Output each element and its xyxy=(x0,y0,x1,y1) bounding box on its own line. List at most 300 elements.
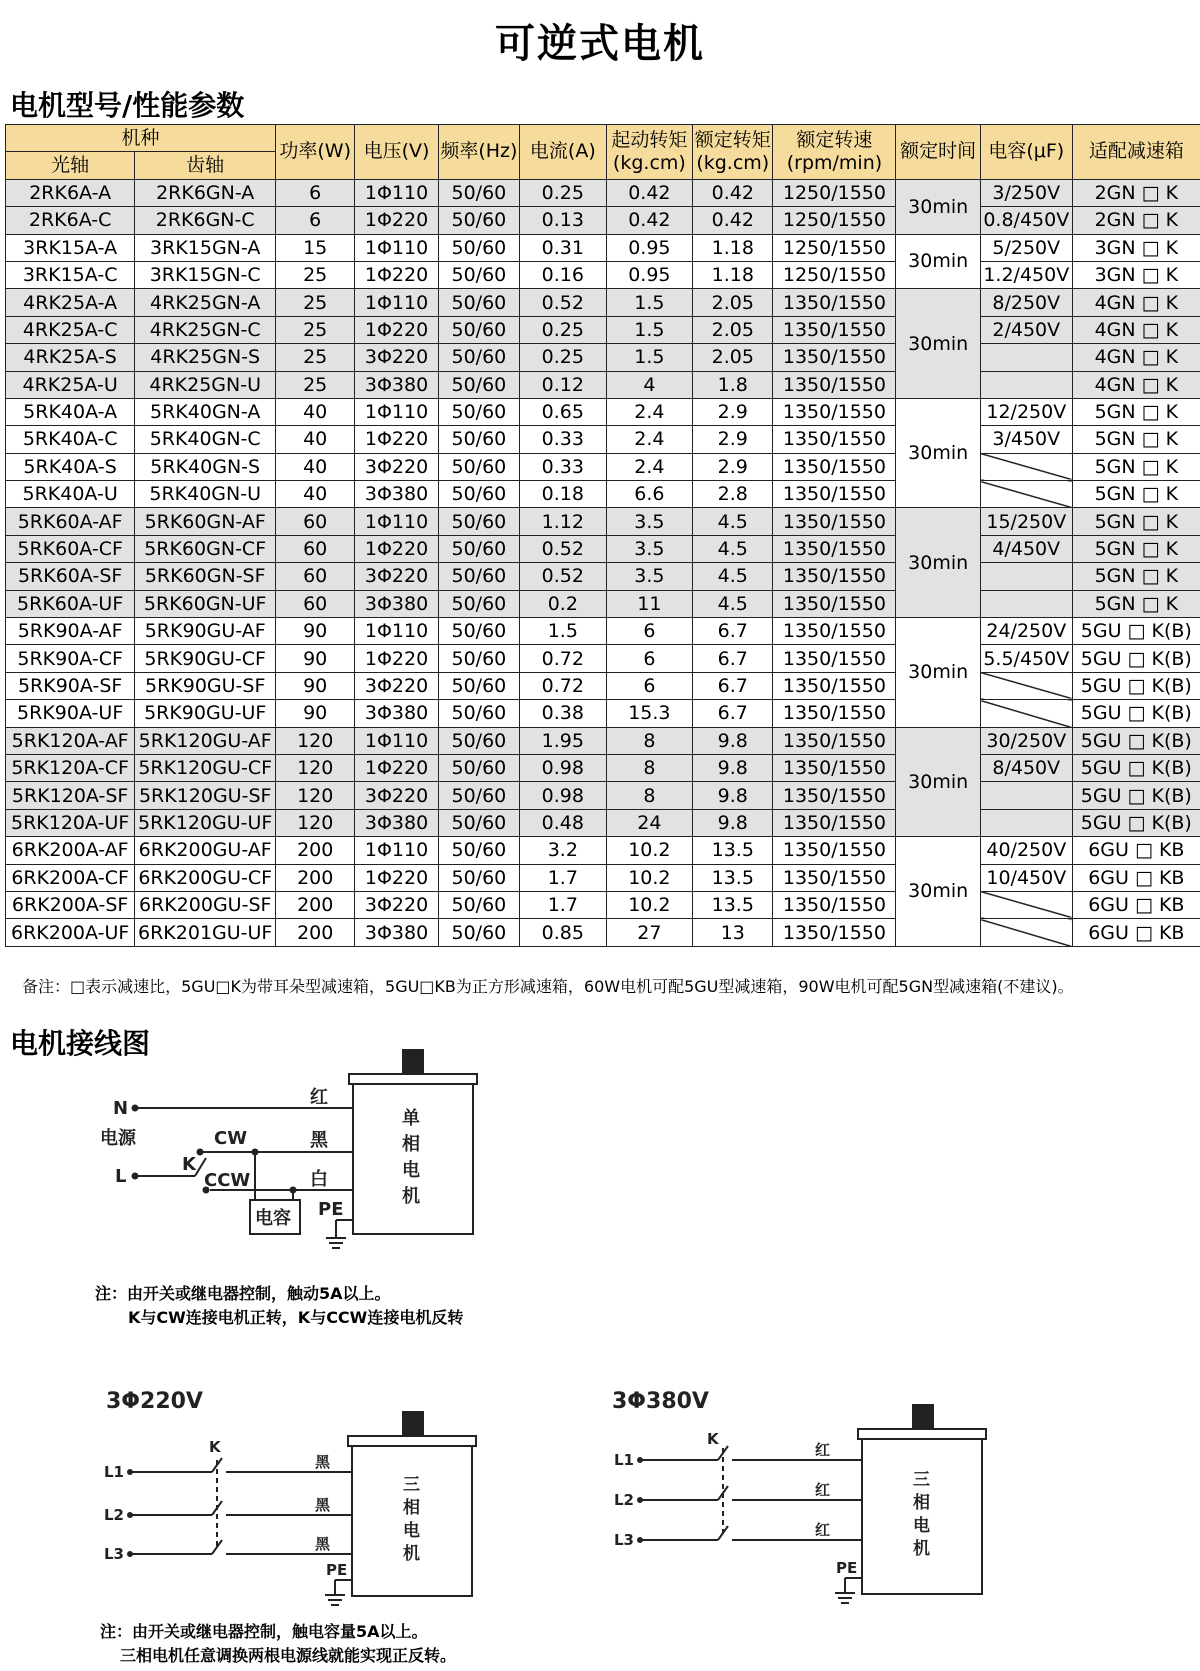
cell-gear-shaft: 4RK25GN-S xyxy=(135,344,276,371)
table-row xyxy=(6,590,1200,617)
cell-start-torque: 0.42 xyxy=(606,207,693,234)
cell-capacitor: 5.5/450V xyxy=(980,645,1072,672)
cell-rated-torque: 4.5 xyxy=(693,590,773,617)
cell-rated-time: 30min xyxy=(896,398,980,508)
cell-gear-shaft: 4RK25GN-A xyxy=(135,289,276,316)
table-row xyxy=(6,261,1200,288)
cell-plain-shaft: 4RK25A-A xyxy=(6,289,135,316)
cell-frequency: 50/60 xyxy=(438,563,519,590)
cell-rated-speed: 1350/1550 xyxy=(773,508,896,535)
cell-gearbox: 3GN □ K xyxy=(1072,261,1200,288)
cell-frequency: 50/60 xyxy=(438,398,519,425)
cell-voltage: 3Φ380 xyxy=(355,809,438,836)
cell-voltage: 1Φ220 xyxy=(355,754,438,781)
cell-voltage: 1Φ220 xyxy=(355,864,438,891)
cell-rated-torque: 0.42 xyxy=(693,207,773,234)
cell-power: 40 xyxy=(276,453,355,480)
cell-start-torque: 10.2 xyxy=(606,837,693,864)
label-cw: CW xyxy=(214,1128,248,1149)
cell-power: 90 xyxy=(276,672,355,699)
cell-frequency: 50/60 xyxy=(438,481,519,508)
cell-rated-torque: 13 xyxy=(693,919,773,946)
cell-rated-speed: 1350/1550 xyxy=(773,453,896,480)
cell-capacitor xyxy=(980,919,1072,946)
cell-gearbox: 2GN □ K xyxy=(1072,179,1200,206)
cell-power: 120 xyxy=(276,727,355,754)
cell-capacitor: 24/250V xyxy=(980,618,1072,645)
label-220-k: K xyxy=(209,1438,221,1456)
cell-frequency: 50/60 xyxy=(438,590,519,617)
motor-380-char-2: 相 xyxy=(913,1493,930,1513)
cell-gearbox: 5GN □ K xyxy=(1072,535,1200,562)
cell-rated-speed: 1350/1550 xyxy=(773,535,896,562)
cell-current: 0.13 xyxy=(520,207,607,234)
cell-capacitor xyxy=(980,563,1072,590)
cell-voltage: 1Φ110 xyxy=(355,508,438,535)
label-380-k: K xyxy=(707,1430,719,1448)
table-row xyxy=(6,754,1200,781)
cell-rated-speed: 1250/1550 xyxy=(773,207,896,234)
cell-frequency: 50/60 xyxy=(438,535,519,562)
cell-power: 200 xyxy=(276,864,355,891)
cell-gear-shaft: 5RK90GU-UF xyxy=(135,700,276,727)
table-row xyxy=(6,535,1200,562)
cell-capacitor: 8/250V xyxy=(980,289,1072,316)
cell-rated-speed: 1350/1550 xyxy=(773,344,896,371)
cell-plain-shaft: 5RK40A-U xyxy=(6,481,135,508)
cell-plain-shaft: 5RK60A-AF xyxy=(6,508,135,535)
cell-gear-shaft: 6RK200GU-SF xyxy=(135,891,276,918)
cell-power: 25 xyxy=(276,344,355,371)
label-380-l1: L1 xyxy=(614,1451,634,1469)
cell-rated-torque: 2.8 xyxy=(693,481,773,508)
cell-frequency: 50/60 xyxy=(438,508,519,535)
label-220-l1: L1 xyxy=(104,1463,124,1481)
cell-rated-speed: 1350/1550 xyxy=(773,645,896,672)
cell-plain-shaft: 5RK90A-AF xyxy=(6,618,135,645)
cell-rated-speed: 1350/1550 xyxy=(773,919,896,946)
label-pe: PE xyxy=(318,1199,344,1220)
cell-current: 1.7 xyxy=(520,864,607,891)
cell-capacitor: 3/450V xyxy=(980,426,1072,453)
cell-voltage: 3Φ220 xyxy=(355,344,438,371)
wire-label-red: 红 xyxy=(310,1087,328,1108)
table-row xyxy=(6,727,1200,754)
header-capacitor: 电容(μF) xyxy=(980,125,1072,180)
cell-rated-torque: 4.5 xyxy=(693,508,773,535)
label-capacitor: 电容 xyxy=(255,1208,291,1229)
cell-gearbox: 6GU □ KB xyxy=(1072,919,1200,946)
cell-current: 0.25 xyxy=(520,316,607,343)
cell-capacitor xyxy=(980,344,1072,371)
cell-capacitor: 12/250V xyxy=(980,398,1072,425)
cell-rated-torque: 2.9 xyxy=(693,398,773,425)
cell-gearbox: 4GN □ K xyxy=(1072,344,1200,371)
cell-voltage: 3Φ380 xyxy=(355,371,438,398)
wire-220-3: 黑 xyxy=(315,1535,331,1553)
cell-voltage: 3Φ220 xyxy=(355,891,438,918)
cell-gear-shaft: 5RK120GU-AF xyxy=(135,727,276,754)
header-gearbox: 适配减速箱 xyxy=(1072,125,1200,180)
motor-220-char-4: 机 xyxy=(403,1544,420,1564)
cell-gear-shaft: 5RK40GN-C xyxy=(135,426,276,453)
cell-voltage: 1Φ110 xyxy=(355,727,438,754)
motor-380-char-4: 机 xyxy=(913,1539,930,1559)
header-gear-shaft: 齿轴 xyxy=(135,152,276,179)
table-row xyxy=(6,919,1200,946)
cell-frequency: 50/60 xyxy=(438,782,519,809)
cell-voltage: 3Φ380 xyxy=(355,919,438,946)
cell-power: 40 xyxy=(276,426,355,453)
cell-voltage: 1Φ220 xyxy=(355,645,438,672)
cell-power: 60 xyxy=(276,535,355,562)
cell-start-torque: 2.4 xyxy=(606,426,693,453)
cell-frequency: 50/60 xyxy=(438,727,519,754)
cell-power: 200 xyxy=(276,919,355,946)
cell-plain-shaft: 5RK90A-CF xyxy=(6,645,135,672)
table-row xyxy=(6,453,1200,480)
cell-rated-speed: 1350/1550 xyxy=(773,754,896,781)
cell-rated-speed: 1350/1550 xyxy=(773,782,896,809)
cell-start-torque: 6 xyxy=(606,672,693,699)
table-row xyxy=(6,645,1200,672)
header-rated-time: 额定时间 xyxy=(896,125,980,180)
cell-plain-shaft: 4RK25A-S xyxy=(6,344,135,371)
diagram-380v-title: 3Φ380V xyxy=(612,1389,709,1414)
cell-power: 90 xyxy=(276,645,355,672)
cell-capacitor xyxy=(980,700,1072,727)
cell-gearbox: 5GN □ K xyxy=(1072,481,1200,508)
cell-gearbox: 3GN □ K xyxy=(1072,234,1200,261)
cell-plain-shaft: 5RK90A-SF xyxy=(6,672,135,699)
table-row xyxy=(6,344,1200,371)
cell-frequency: 50/60 xyxy=(438,344,519,371)
table-row xyxy=(6,398,1200,425)
table-row xyxy=(6,426,1200,453)
cell-voltage: 3Φ380 xyxy=(355,700,438,727)
cell-rated-speed: 1350/1550 xyxy=(773,371,896,398)
cell-rated-speed: 1350/1550 xyxy=(773,316,896,343)
cell-current: 0.25 xyxy=(520,179,607,206)
cell-plain-shaft: 6RK200A-CF xyxy=(6,864,135,891)
cell-rated-time: 30min xyxy=(896,837,980,947)
cell-rated-speed: 1350/1550 xyxy=(773,563,896,590)
cell-rated-torque: 13.5 xyxy=(693,837,773,864)
label-n: N xyxy=(113,1098,129,1119)
table-row xyxy=(6,371,1200,398)
cell-voltage: 1Φ220 xyxy=(355,261,438,288)
cell-plain-shaft: 3RK15A-A xyxy=(6,234,135,261)
cell-power: 6 xyxy=(276,207,355,234)
cell-gearbox: 5GN □ K xyxy=(1072,590,1200,617)
single-phase-note-2: K与CW连接电机正转，K与CCW连接电机反转 xyxy=(128,1308,464,1327)
cell-gearbox: 4GN □ K xyxy=(1072,316,1200,343)
motor-380-char-3: 电 xyxy=(913,1516,930,1536)
cell-gear-shaft: 5RK40GN-A xyxy=(135,398,276,425)
wire-label-white: 白 xyxy=(310,1169,328,1190)
cell-start-torque: 27 xyxy=(606,919,693,946)
cell-gearbox: 5GU □ K(B) xyxy=(1072,809,1200,836)
cell-rated-speed: 1350/1550 xyxy=(773,809,896,836)
cell-rated-time: 30min xyxy=(896,234,980,289)
single-phase-note-1: 注：由开关或继电器控制，触动5A以上。 xyxy=(95,1284,391,1303)
motor-220-char-3: 电 xyxy=(403,1521,420,1541)
cell-gear-shaft: 4RK25GN-U xyxy=(135,371,276,398)
cell-plain-shaft: 5RK40A-A xyxy=(6,398,135,425)
header-rated-speed: 额定转速 (rpm/min) xyxy=(773,125,896,180)
cell-frequency: 50/60 xyxy=(438,261,519,288)
table-row xyxy=(6,618,1200,645)
cell-power: 15 xyxy=(276,234,355,261)
table-row xyxy=(6,508,1200,535)
cell-frequency: 50/60 xyxy=(438,179,519,206)
cell-capacitor: 0.8/450V xyxy=(980,207,1072,234)
cell-frequency: 50/60 xyxy=(438,645,519,672)
wire-380-2: 红 xyxy=(815,1481,831,1499)
wire-380-3: 红 xyxy=(815,1521,831,1539)
cell-start-torque: 8 xyxy=(606,754,693,781)
cell-start-torque: 10.2 xyxy=(606,891,693,918)
cell-plain-shaft: 5RK120A-CF xyxy=(6,754,135,781)
cell-rated-speed: 1250/1550 xyxy=(773,261,896,288)
table-row xyxy=(6,289,1200,316)
cell-frequency: 50/60 xyxy=(438,700,519,727)
cell-plain-shaft: 5RK90A-UF xyxy=(6,700,135,727)
cell-voltage: 1Φ110 xyxy=(355,179,438,206)
motor-label-char-3: 电 xyxy=(402,1160,420,1181)
cell-gearbox: 5GU □ K(B) xyxy=(1072,782,1200,809)
cell-rated-speed: 1250/1550 xyxy=(773,234,896,261)
cell-capacitor xyxy=(980,371,1072,398)
cell-gear-shaft: 5RK90GU-CF xyxy=(135,645,276,672)
cell-capacitor: 4/450V xyxy=(980,535,1072,562)
cell-rated-torque: 0.42 xyxy=(693,179,773,206)
cell-gearbox: 4GN □ K xyxy=(1072,289,1200,316)
motor-label-char-4: 机 xyxy=(402,1186,420,1207)
cell-rated-speed: 1350/1550 xyxy=(773,398,896,425)
cell-rated-speed: 1350/1550 xyxy=(773,426,896,453)
cell-current: 0.2 xyxy=(520,590,607,617)
page-title: 可逆式电机 xyxy=(495,21,705,67)
cell-rated-time: 30min xyxy=(896,727,980,837)
cell-voltage: 3Φ220 xyxy=(355,563,438,590)
cell-capacitor: 5/250V xyxy=(980,234,1072,261)
label-k: K xyxy=(182,1154,196,1175)
cell-plain-shaft: 5RK40A-S xyxy=(6,453,135,480)
cell-power: 120 xyxy=(276,754,355,781)
label-380-l2: L2 xyxy=(614,1491,634,1509)
cell-rated-speed: 1350/1550 xyxy=(773,700,896,727)
cell-current: 0.33 xyxy=(520,426,607,453)
cell-capacitor: 10/450V xyxy=(980,864,1072,891)
three-phase-note-2: 三相电机任意调换两根电源线就能实现正反转。 xyxy=(120,1646,457,1665)
cell-frequency: 50/60 xyxy=(438,426,519,453)
cell-start-torque: 10.2 xyxy=(606,864,693,891)
label-380-pe: PE xyxy=(836,1559,858,1577)
cell-rated-time: 30min xyxy=(896,289,980,399)
cell-current: 0.72 xyxy=(520,645,607,672)
table-row xyxy=(6,234,1200,261)
table-row xyxy=(6,891,1200,918)
cell-start-torque: 15.3 xyxy=(606,700,693,727)
cell-frequency: 50/60 xyxy=(438,809,519,836)
cell-current: 0.48 xyxy=(520,809,607,836)
cell-gearbox: 5GU □ K(B) xyxy=(1072,754,1200,781)
cell-start-torque: 1.5 xyxy=(606,316,693,343)
cell-rated-speed: 1350/1550 xyxy=(773,672,896,699)
cell-voltage: 3Φ380 xyxy=(355,481,438,508)
cell-power: 60 xyxy=(276,590,355,617)
cell-rated-torque: 6.7 xyxy=(693,700,773,727)
cell-start-torque: 4 xyxy=(606,371,693,398)
cell-rated-torque: 6.7 xyxy=(693,672,773,699)
cell-gear-shaft: 2RK6GN-C xyxy=(135,207,276,234)
label-380-l3: L3 xyxy=(614,1531,634,1549)
cell-capacitor: 40/250V xyxy=(980,837,1072,864)
cell-current: 3.2 xyxy=(520,837,607,864)
cell-gearbox: 2GN □ K xyxy=(1072,207,1200,234)
header-current: 电流(A) xyxy=(520,125,607,180)
cell-voltage: 3Φ380 xyxy=(355,590,438,617)
cell-rated-speed: 1350/1550 xyxy=(773,727,896,754)
table-row xyxy=(6,864,1200,891)
cell-capacitor: 1.2/450V xyxy=(980,261,1072,288)
cell-rated-torque: 4.5 xyxy=(693,535,773,562)
cell-gearbox: 5GU □ K(B) xyxy=(1072,618,1200,645)
cell-start-torque: 2.4 xyxy=(606,398,693,425)
cell-current: 0.98 xyxy=(520,782,607,809)
header-start-torque: 起动转矩 (kg.cm) xyxy=(606,125,693,180)
cell-start-torque: 2.4 xyxy=(606,453,693,480)
cell-voltage: 1Φ220 xyxy=(355,426,438,453)
cell-start-torque: 0.95 xyxy=(606,261,693,288)
cell-capacitor xyxy=(980,453,1072,480)
header-voltage: 电压(V) xyxy=(355,125,438,180)
motor-220-char-2: 相 xyxy=(403,1498,420,1518)
cell-start-torque: 24 xyxy=(606,809,693,836)
label-220-l2: L2 xyxy=(104,1506,124,1524)
cell-gear-shaft: 3RK15GN-C xyxy=(135,261,276,288)
cell-rated-speed: 1350/1550 xyxy=(773,590,896,617)
cell-current: 0.33 xyxy=(520,453,607,480)
cell-gearbox: 6GU □ KB xyxy=(1072,891,1200,918)
cell-frequency: 50/60 xyxy=(438,289,519,316)
cell-capacitor: 8/450V xyxy=(980,754,1072,781)
table-row xyxy=(6,672,1200,699)
cell-gearbox: 5GU □ K(B) xyxy=(1072,672,1200,699)
cell-start-torque: 3.5 xyxy=(606,508,693,535)
motor-380-char-1: 三 xyxy=(913,1470,930,1490)
cell-voltage: 1Φ110 xyxy=(355,398,438,425)
cell-voltage: 1Φ220 xyxy=(355,207,438,234)
cell-power: 90 xyxy=(276,700,355,727)
cell-frequency: 50/60 xyxy=(438,754,519,781)
cell-rated-torque: 1.8 xyxy=(693,371,773,398)
motor-label-char-2: 相 xyxy=(402,1134,420,1155)
cell-start-torque: 0.95 xyxy=(606,234,693,261)
cell-rated-torque: 13.5 xyxy=(693,891,773,918)
diagram-220v-title: 3Φ220V xyxy=(106,1389,203,1414)
label-220-l3: L3 xyxy=(104,1545,124,1563)
cell-start-torque: 0.42 xyxy=(606,179,693,206)
cell-frequency: 50/60 xyxy=(438,864,519,891)
cell-power: 25 xyxy=(276,316,355,343)
cell-gearbox: 6GU □ KB xyxy=(1072,837,1200,864)
cell-current: 1.12 xyxy=(520,508,607,535)
cell-voltage: 3Φ220 xyxy=(355,782,438,809)
cell-current: 0.65 xyxy=(520,398,607,425)
cell-current: 0.16 xyxy=(520,261,607,288)
cell-start-torque: 3.5 xyxy=(606,563,693,590)
cell-gear-shaft: 6RK200GU-CF xyxy=(135,864,276,891)
cell-capacitor xyxy=(980,672,1072,699)
table-row xyxy=(6,809,1200,836)
cell-gear-shaft: 5RK90GU-SF xyxy=(135,672,276,699)
cell-power: 60 xyxy=(276,508,355,535)
cell-plain-shaft: 4RK25A-C xyxy=(6,316,135,343)
cell-gear-shaft: 5RK120GU-CF xyxy=(135,754,276,781)
cell-current: 1.95 xyxy=(520,727,607,754)
table-row xyxy=(6,481,1200,508)
cell-voltage: 1Φ110 xyxy=(355,837,438,864)
cell-frequency: 50/60 xyxy=(438,618,519,645)
cell-current: 1.7 xyxy=(520,891,607,918)
cell-start-torque: 8 xyxy=(606,782,693,809)
cell-current: 0.25 xyxy=(520,344,607,371)
cell-current: 0.52 xyxy=(520,289,607,316)
cell-rated-torque: 4.5 xyxy=(693,563,773,590)
cell-power: 25 xyxy=(276,371,355,398)
cell-rated-torque: 1.18 xyxy=(693,261,773,288)
cell-gear-shaft: 4RK25GN-C xyxy=(135,316,276,343)
cell-power: 6 xyxy=(276,179,355,206)
cell-current: 0.85 xyxy=(520,919,607,946)
cell-rated-torque: 2.05 xyxy=(693,344,773,371)
table-row xyxy=(6,179,1200,206)
cell-frequency: 50/60 xyxy=(438,316,519,343)
cell-gear-shaft: 6RK201GU-UF xyxy=(135,919,276,946)
cell-plain-shaft: 6RK200A-UF xyxy=(6,919,135,946)
cell-gear-shaft: 2RK6GN-A xyxy=(135,179,276,206)
cell-frequency: 50/60 xyxy=(438,891,519,918)
cell-current: 0.52 xyxy=(520,535,607,562)
cell-plain-shaft: 5RK60A-UF xyxy=(6,590,135,617)
cell-gearbox: 5GN □ K xyxy=(1072,426,1200,453)
wire-220-2: 黑 xyxy=(315,1496,331,1514)
cell-frequency: 50/60 xyxy=(438,919,519,946)
spec-table-header xyxy=(6,125,1200,180)
cell-start-torque: 6.6 xyxy=(606,481,693,508)
cell-capacitor xyxy=(980,891,1072,918)
cell-rated-time: 30min xyxy=(896,179,980,234)
cell-voltage: 3Φ220 xyxy=(355,453,438,480)
cell-start-torque: 8 xyxy=(606,727,693,754)
cell-start-torque: 11 xyxy=(606,590,693,617)
cell-rated-torque: 2.05 xyxy=(693,316,773,343)
cell-gearbox: 6GU □ KB xyxy=(1072,864,1200,891)
cell-plain-shaft: 3RK15A-C xyxy=(6,261,135,288)
spec-table-body xyxy=(6,179,1200,946)
cell-frequency: 50/60 xyxy=(438,837,519,864)
cell-power: 90 xyxy=(276,618,355,645)
cell-current: 0.12 xyxy=(520,371,607,398)
cell-gear-shaft: 5RK60GN-CF xyxy=(135,535,276,562)
cell-gearbox: 5GN □ K xyxy=(1072,398,1200,425)
table-note: 备注：□表示减速比，5GU□K为带耳朵型减速箱，5GU□KB为正方形减速箱，60W电机可配5GU型减速箱，90W电机可配5GN型减速箱(不建议)。 xyxy=(22,977,1074,996)
cell-voltage: 1Φ110 xyxy=(355,618,438,645)
cell-gear-shaft: 3RK15GN-A xyxy=(135,234,276,261)
three-phase-220v-diagram xyxy=(80,1380,520,1610)
